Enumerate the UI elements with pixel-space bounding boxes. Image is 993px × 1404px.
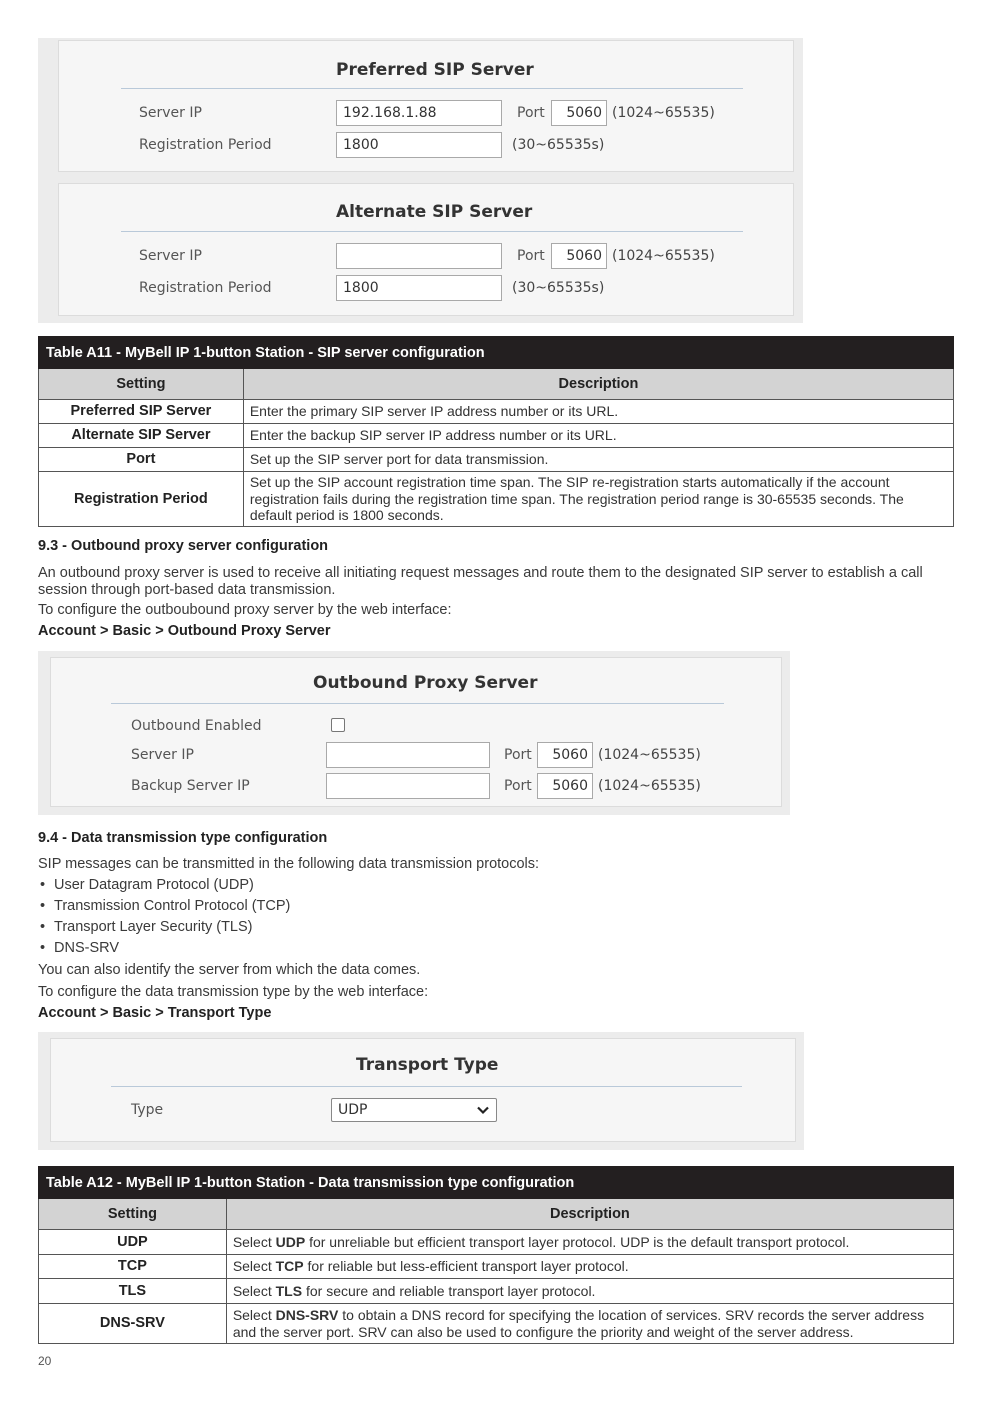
setting-cell: Registration Period (39, 472, 244, 527)
preferred-sip-title: Preferred SIP Server (336, 60, 534, 80)
table-a11-caption: Table A11 - MyBell IP 1-button Station - SIP server configuration (39, 337, 954, 369)
outbound-server-port-label: Port (504, 747, 532, 763)
transport-type-title: Transport Type (356, 1055, 499, 1075)
outbound-enabled-checkbox[interactable] (331, 718, 345, 732)
alternate-sip-title: Alternate SIP Server (336, 202, 533, 222)
backup-port-range: (1024~65535) (598, 778, 701, 794)
table-row (39, 400, 954, 424)
transport-type-select[interactable] (331, 1098, 497, 1122)
alternate-server-ip-input[interactable] (336, 243, 502, 269)
section-9-3-paragraph: An outbound proxy server is used to receive all initiating request messages and route them to the designated SIP server to establish a call session through port-based data transmission. (38, 565, 923, 598)
transport-type-panel (50, 1038, 796, 1142)
setting-cell: Port (39, 448, 244, 472)
bullet-text: User Datagram Protocol (UDP) (54, 877, 254, 893)
description-cell: Enter the backup SIP server IP address number or its URL. (243, 424, 953, 448)
table-row (39, 472, 954, 527)
list-item: • Transport Layer Security (TLS) (40, 919, 253, 935)
table-a12-header-setting: Setting (39, 1199, 227, 1230)
transport-type-label: Type (131, 1102, 164, 1118)
outbound-server-port-input[interactable]: 5060 (537, 742, 593, 768)
section-9-4-instruction: To configure the data transmission type by the web interface: (38, 984, 429, 1000)
alternate-reg-period-range: (30~65535s) (512, 280, 605, 296)
preferred-server-ip-label: Server IP (139, 105, 202, 121)
transport-type-selected: UDP (338, 1102, 368, 1118)
section-9-4-path: Account > Basic > Transport Type (38, 1005, 272, 1021)
preferred-server-ip-input[interactable]: 192.168.1.88 (336, 100, 502, 126)
alternate-sip-panel (58, 183, 794, 316)
bullet-text: DNS-SRV (54, 940, 119, 956)
alternate-sip-divider (121, 231, 743, 232)
preferred-reg-period-range: (30~65535s) (512, 137, 605, 153)
outbound-proxy-title: Outbound Proxy Server (313, 673, 538, 693)
outbound-proxy-divider (111, 703, 724, 704)
page-number: 20 (38, 1354, 52, 1368)
description-cell: Select DNS-SRV to obtain a DNS record for specifying the location of services. SRV records the server address and the server port. SRV can also be used to configure the priority and weight of the server address. (226, 1304, 953, 1344)
backup-server-ip-label: Backup Server IP (131, 778, 250, 794)
list-item: • User Datagram Protocol (UDP) (40, 877, 254, 893)
section-9-3-path: Account > Basic > Outbound Proxy Server (38, 623, 331, 639)
outbound-proxy-panel (50, 657, 782, 807)
preferred-reg-period-label: Registration Period (139, 137, 272, 153)
transport-type-divider (111, 1086, 742, 1087)
preferred-reg-period-input[interactable]: 1800 (336, 132, 502, 158)
preferred-port-range: (1024~65535) (612, 105, 715, 121)
table-row (39, 424, 954, 448)
description-cell: Set up the SIP account registration time span. The SIP re-registration starts automatically if the account registration fails during the registration time span. The registration period range is 30-65535 seconds. The default period is 1800 seconds. (243, 472, 953, 527)
table-a12-caption: Table A12 - MyBell IP 1-button Station - Data transmission type configuration (39, 1167, 954, 1199)
table-row (39, 448, 954, 472)
backup-port-label: Port (504, 778, 532, 794)
backup-server-ip-input[interactable] (326, 773, 490, 799)
table-a12 (38, 1166, 954, 1344)
section-9-3-instruction: To configure the outboubound proxy server by the web interface: (38, 602, 452, 618)
setting-cell: DNS-SRV (39, 1304, 227, 1344)
description-cell: Enter the primary SIP server IP address number or its URL. (243, 400, 953, 424)
backup-port-input[interactable]: 5060 (537, 773, 593, 799)
bullet-text: Transport Layer Security (TLS) (54, 919, 253, 935)
setting-cell: UDP (39, 1230, 227, 1255)
setting-cell: Preferred SIP Server (39, 400, 244, 424)
setting-cell: Alternate SIP Server (39, 424, 244, 448)
alternate-reg-period-label: Registration Period (139, 280, 272, 296)
description-cell: Select UDP for unreliable but efficient transport layer protocol. UDP is the default transport protocol. (226, 1230, 953, 1255)
description-cell: Select TLS for secure and reliable transport layer protocol. (226, 1279, 953, 1304)
section-9-4-heading: 9.4 - Data transmission type configuration (38, 830, 328, 846)
description-cell: Select TCP for reliable but less-efficient transport layer protocol. (226, 1255, 953, 1279)
alternate-port-input[interactable]: 5060 (551, 243, 607, 269)
table-a11-header-setting: Setting (39, 369, 244, 400)
description-cell: Set up the SIP server port for data transmission. (243, 448, 953, 472)
list-item: • DNS-SRV (40, 940, 119, 956)
section-9-4-intro: SIP messages can be transmitted in the following data transmission protocols: (38, 856, 540, 872)
table-row (39, 1255, 954, 1279)
alternate-reg-period-input[interactable]: 1800 (336, 275, 502, 301)
transport-type-screenshot (38, 1032, 804, 1150)
table-a11-header-description: Description (243, 369, 953, 400)
preferred-port-input[interactable]: 5060 (551, 100, 607, 126)
alternate-server-ip-label: Server IP (139, 248, 202, 264)
setting-cell: TLS (39, 1279, 227, 1304)
table-row (39, 1304, 954, 1344)
section-9-3-heading: 9.3 - Outbound proxy server configuration (38, 538, 329, 554)
chevron-down-icon (476, 1103, 490, 1117)
alternate-port-label: Port (517, 248, 545, 264)
table-a12-header-description: Description (226, 1199, 953, 1230)
table-row (39, 1230, 954, 1255)
table-row (39, 1279, 954, 1304)
list-item: • Transmission Control Protocol (TCP) (40, 898, 291, 914)
table-a11 (38, 336, 954, 527)
sip-server-screenshot (38, 38, 803, 323)
outbound-enabled-label: Outbound Enabled (131, 718, 262, 734)
outbound-server-port-range: (1024~65535) (598, 747, 701, 763)
preferred-sip-divider (121, 88, 743, 89)
alternate-port-range: (1024~65535) (612, 248, 715, 264)
outbound-proxy-screenshot (38, 651, 790, 815)
bullet-text: Transmission Control Protocol (TCP) (54, 898, 291, 914)
preferred-port-label: Port (517, 105, 545, 121)
preferred-sip-panel (58, 40, 794, 172)
outbound-server-ip-label: Server IP (131, 747, 194, 763)
setting-cell: TCP (39, 1255, 227, 1279)
outbound-server-ip-input[interactable] (326, 742, 490, 768)
section-9-4-identify: You can also identify the server from which the data comes. (38, 962, 421, 978)
